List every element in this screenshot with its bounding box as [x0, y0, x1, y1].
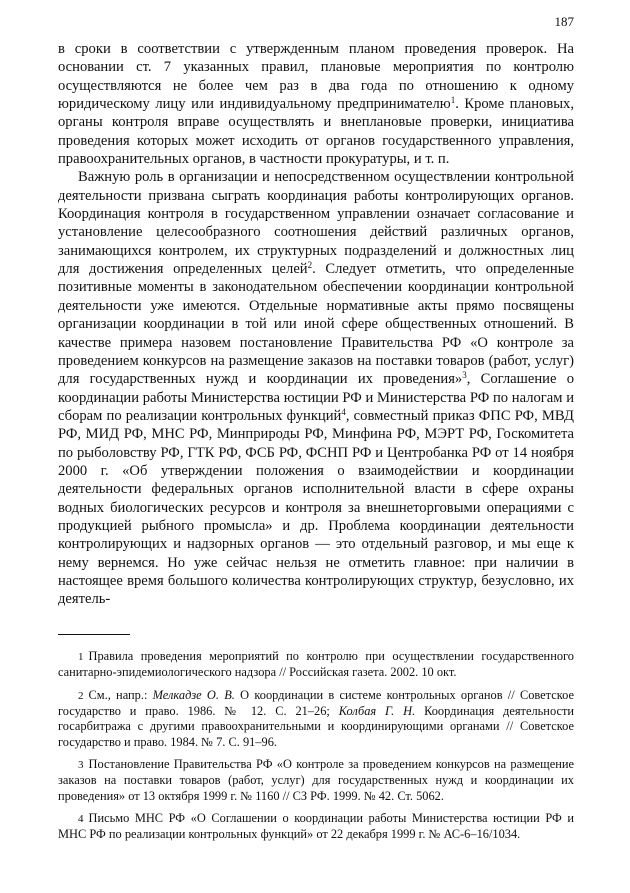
- text-run: Правила проведения мероприятий по контролю при осуществлении государственного санитарно-эпидемиологического надзора // Российская газета. 2002. 10 окт.: [58, 649, 574, 680]
- paragraph: [58, 168, 574, 608]
- footnote-number: 3: [78, 759, 84, 772]
- text-run: Письмо МНС РФ «О Соглашении о координации работы Министерства юстиции РФ и МНС РФ по реализации контрольных функций» от 22 декабря 1999 г. № АС-6–16/1034.: [58, 811, 574, 842]
- footnote: [58, 649, 574, 681]
- author-name: Мелкадзе О. В.: [152, 687, 235, 702]
- text-run: Постановление Правительства РФ «О контроле за проведением конкурсов на размещение заказов на поставки товаров (работ, услуг) для государственных нужд и координации их проведения» от 13 октября 1999 г. № 1160 // СЗ РФ. 1999. № 42. Ст. 5062.: [58, 757, 574, 803]
- page-number: 187: [554, 14, 574, 29]
- footnote-number: 4: [78, 813, 84, 826]
- footnote: [58, 811, 574, 843]
- text-run: . Кроме плановых, органы контроля вправе осуществлять и внеплановые проверки, инициатива проведения которых может исходить от органов государственного управления, правоохранительных органов, в частности прокуратуры, и т. п.: [58, 96, 574, 168]
- footnote-number: 2: [78, 689, 84, 702]
- footnote-reference: 2: [307, 260, 313, 271]
- text-run: , Соглашение о координации работы Министерства юстиции РФ и Министерства РФ по налогам и сборам по реализации контрольных функций: [58, 371, 574, 424]
- footnote-reference: 4: [341, 406, 346, 417]
- author-name: Колбая Г. Н.: [338, 704, 416, 719]
- paragraph: [58, 40, 574, 168]
- text-run: Координация деятельности госарбитража с другими правоохранительными и координирующими органами // Советское государство и право. 1984. № 7. С. 91–96.: [58, 704, 574, 749]
- footnote-reference: 3: [462, 370, 467, 381]
- text-run: в сроки в соответствии с утвержденным планом проведения проверок. На основании ст. 7 указанных правил, плановые мероприятия по контролю осуществляются не более чем раз в два года по отношению к одному юридическому лицу или индивидуальному предпринимателю: [58, 41, 574, 113]
- text-run: Важную роль в организации и непосредственном осуществлении контрольной деятельности призвана сыграть координация работы контролирующих органов. Координация контроля в государственном управлении означает согласование и установление целесообразного соотношения действий различных органов, занимающихся контролем, их структурных подразделений и должностных лиц для достижения определенных целей: [58, 169, 574, 278]
- text-run: О координации в системе контрольных органов // Советское государство и право. 1986. № 12. С. 21–26;: [58, 687, 574, 719]
- footnotes: [58, 649, 574, 850]
- footnote-reference: 1: [450, 95, 456, 106]
- footnote: [58, 688, 574, 751]
- text-run: . Следует отметить, что определенные позитивные моменты в законодательном обеспечении координации контрольной деятельности уже имеются. Отдельные нормативные акты прямо посвящены организации координации в той или иной сфере общественных отношений. В качестве примера назовем постановление Правительства РФ «О контроле за проведением конкурсов на размещение заказов на поставки товаров (работ, услуг) для государственных нужд и координации их проведения»: [58, 261, 574, 388]
- footnote-separator: [58, 634, 130, 635]
- text-run: , совместный приказ ФПС РФ, МВД РФ, МИД РФ, МНС РФ, Минприроды РФ, Минфина РФ, МЭРТ РФ, Госкомитета по рыболовству РФ, ГТК РФ, ФСБ РФ, ФСНП РФ и Центробанка РФ от 14 ноября 2000 г. «Об утверждении положения о взаимодействии и координации деятельности федеральных органов исполнительной власти в сфере охраны водных биологических ресурсов и контроля за внешнеторговыми операциями с продукцией рыбного промысла» и др. Проблема координации деятельности контролирующих и надзорных органов — это отдельный разговор, и мы еще к нему вернемся. Но уже сейчас нельзя не отметить главное: при наличии в настоящее время большого количества контролирующих структур, безусловно, их деятель-: [58, 407, 574, 608]
- footnote-number: 1: [78, 651, 84, 663]
- footnote: [58, 757, 574, 804]
- main-text: [58, 40, 574, 609]
- text-run: См., напр.:: [88, 687, 153, 702]
